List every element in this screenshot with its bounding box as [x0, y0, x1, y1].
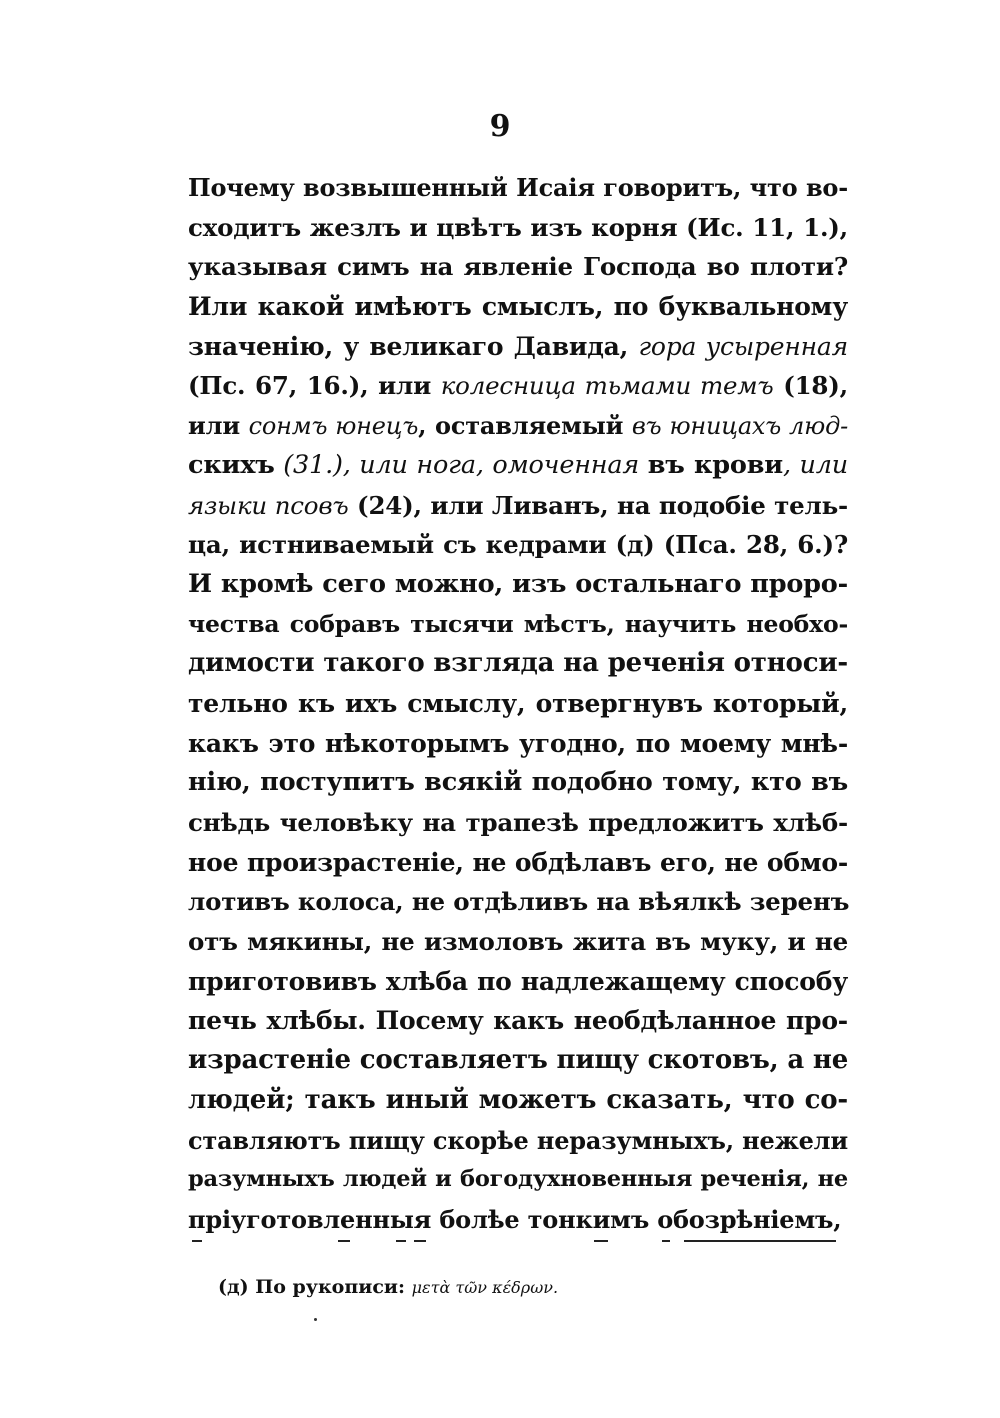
text-line — [188, 208, 848, 248]
text-segment: (Пс. 67, 16.), или — [188, 371, 441, 401]
text-segment: ца, истниваемый съ кедрами (д) (Пса. 28, 6.)? — [188, 530, 848, 560]
footnote — [218, 1276, 558, 1298]
text-line — [188, 803, 848, 843]
italic-segment: въ юницахъ люд- — [631, 412, 848, 441]
footnote-divider — [188, 1238, 848, 1244]
text-segment: И кромѣ сего можно, изъ остальнаго проро- — [188, 568, 848, 599]
text-segment: ставляютъ пищу скорѣе неразумныхъ, нежели — [188, 1125, 848, 1155]
text-line — [188, 168, 848, 208]
italic-segment: сонмъ юнецъ — [248, 412, 419, 441]
text-line — [188, 922, 848, 962]
text-segment: чества собравъ тысячи мѣстъ, научить необхо- — [188, 609, 848, 638]
text-segment: значенію, у великаго Давида, — [188, 331, 639, 361]
italic-segment: языки псовъ — [188, 490, 349, 520]
text-segment: ное произрастеніе, не обдѣлавъ его, не обмо- — [188, 847, 848, 877]
text-line — [188, 1081, 848, 1121]
text-line — [188, 684, 848, 724]
text-line — [188, 882, 848, 922]
text-line — [188, 1200, 848, 1240]
footnote-text: По рукописи: — [248, 1276, 412, 1298]
text-line — [188, 406, 848, 446]
text-segment: указывая симъ на явленіе Господа во плоти? — [188, 252, 848, 282]
text-segment: какъ это нѣкоторымъ угодно, по моему мнѣ- — [188, 728, 848, 758]
text-segment: сходитъ жезлъ и цвѣтъ изъ корня (Ис. 11, 1.), — [188, 212, 848, 242]
text-segment: , оставляемый — [418, 411, 632, 441]
text-segment: пріуготовленныя болѣе тонкимъ обозрѣніемъ, — [188, 1204, 842, 1234]
text-segment: снѣдь человѣку на трапезѣ предложитъ хлѣб- — [188, 808, 848, 837]
text-line — [188, 366, 848, 406]
text-segment: Почему возвышенный Исаія говоритъ, что во- — [188, 173, 848, 202]
text-segment: Или какой имѣютъ смыслъ, по буквальному — [188, 292, 848, 322]
text-line — [188, 486, 848, 526]
text-line — [188, 565, 848, 605]
text-line — [188, 287, 848, 327]
text-segment: димости такого взгляда на реченія относи- — [188, 648, 848, 679]
text-segment: израстеніе составляетъ пищу скотовъ, а не — [188, 1045, 849, 1076]
footnote-greek: μετὰ τῶν κέδρων. — [411, 1278, 559, 1297]
print-speck — [314, 1318, 317, 1321]
text-segment: скихъ — [188, 449, 275, 480]
footnote-marker: (д) — [218, 1276, 249, 1298]
text-line — [188, 644, 848, 684]
text-line — [188, 1121, 848, 1161]
italic-segment: (31.), или нога, омоченная — [274, 449, 648, 480]
text-line — [188, 247, 848, 287]
text-line — [188, 1041, 848, 1081]
italic-segment: , или — [782, 449, 848, 480]
text-segment: печь хлѣбы. Посему какъ необдѣланное про- — [188, 1006, 848, 1036]
page-number: 9 — [489, 109, 511, 144]
text-line — [188, 525, 848, 565]
text-segment: (18), — [773, 371, 849, 401]
text-segment: въ крови — [647, 449, 783, 480]
text-line — [188, 1160, 848, 1200]
text-line — [188, 724, 848, 764]
body-text — [188, 168, 848, 1240]
text-segment: разумныхъ людей и богодухновенныя реченія, не — [188, 1166, 848, 1193]
italic-segment: колесница тьмами темъ — [440, 371, 774, 401]
text-line — [188, 446, 848, 486]
text-segment: тельно къ ихъ смыслу, отвергнувъ который, — [188, 688, 848, 718]
text-line — [188, 1001, 848, 1041]
text-line — [188, 843, 848, 883]
text-line — [188, 763, 848, 803]
text-line — [188, 962, 848, 1002]
text-segment: или — [188, 411, 249, 441]
text-line — [188, 327, 848, 367]
italic-segment: гора усыренная — [638, 331, 848, 361]
text-segment: отъ мякины, не измоловъ жита въ муку, и не — [188, 927, 848, 957]
text-segment: людей; такъ иный можетъ сказать, что со- — [188, 1084, 848, 1115]
text-segment: приготовивъ хлѣба по надлежащему способу — [188, 966, 848, 996]
text-line — [188, 605, 848, 645]
text-segment: нію, поступитъ всякій подобно тому, кто въ — [188, 767, 848, 798]
text-segment: лотивъ колоса, не отдѣливъ на вѣялкѣ зеренъ — [188, 887, 850, 917]
text-segment: (24), или Ливанъ, на подобіе тель- — [348, 490, 848, 520]
